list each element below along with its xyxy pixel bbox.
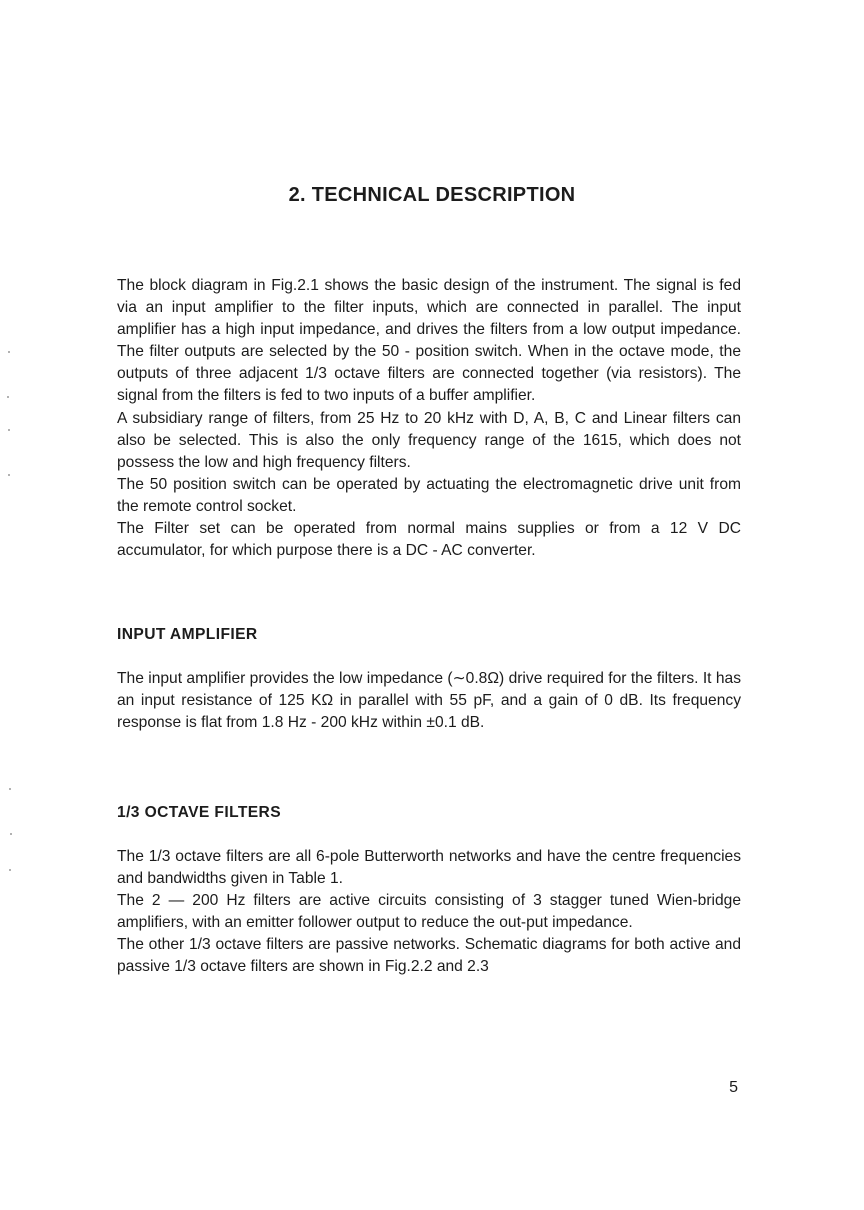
scan-speck bbox=[10, 833, 12, 835]
input-amplifier-paragraph: The input amplifier provides the low impedance (∼0.8Ω) drive required for the filters. It has an input resistance of 125 KΩ in parallel with 55 pF, and a gain of 0 dB. Its frequency response is flat from 1.8 Hz - 200 kHz within ±0.1 dB. bbox=[117, 670, 741, 732]
scan-speck bbox=[9, 788, 11, 790]
octave-filters-section bbox=[117, 846, 741, 979]
intro-paragraph: The 50 position switch can be operated by actuating the electromagnetic drive unit from the remote control socket. bbox=[117, 475, 741, 515]
scan-speck bbox=[7, 396, 9, 398]
intro-paragraph: A subsidiary range of filters, from 25 Hz to 20 kHz with D, A, B, C and Linear filters can also be selected. This is also the only frequency range of the 1615, which does not possess the low and high frequency filters. bbox=[117, 409, 741, 471]
intro-paragraph: The block diagram in Fig.2.1 shows the basic design of the instrument. The signal is fed via an input amplifier to the filter inputs, which are connected in parallel. The input amplifier has a high input impedance, and drives the filters from a low output impedance. The filter outputs are selected by the 50 - position switch. When in the octave mode, the outputs of three adjacent 1/3 octave filters are connected together (via resistors). The signal from the filters is fed to two inputs of a buffer amplifier. bbox=[117, 277, 741, 405]
page-number: 5 bbox=[729, 1079, 738, 1096]
intro-paragraph: The Filter set can be operated from normal mains supplies or from a 12 V DC accumulator, for which purpose there is a DC - AC converter. bbox=[117, 520, 741, 560]
scan-speck bbox=[8, 474, 10, 476]
octave-filters-paragraph: The 2 — 200 Hz filters are active circuits consisting of 3 stagger tuned Wien-bridge amplifiers, with an emitter follower output to reduce the out-put impedance. bbox=[117, 892, 741, 932]
intro-section bbox=[117, 275, 741, 562]
octave-filters-paragraph: The other 1/3 octave filters are passive networks. Schematic diagrams for both active and passive 1/3 octave filters are shown in Fig.2.2 and 2.3 bbox=[117, 936, 741, 976]
section-heading-input-amplifier: INPUT AMPLIFIER bbox=[117, 626, 258, 643]
scan-speck bbox=[8, 429, 10, 431]
page-title: 2. TECHNICAL DESCRIPTION bbox=[288, 184, 576, 206]
input-amplifier-section bbox=[117, 668, 741, 734]
octave-filters-paragraph: The 1/3 octave filters are all 6-pole Butterworth networks and have the centre frequencies and bandwidths given in Table 1. bbox=[117, 848, 741, 888]
scan-speck bbox=[8, 351, 10, 353]
section-heading-octave-filters: 1/3 OCTAVE FILTERS bbox=[117, 804, 282, 821]
scan-speck bbox=[9, 869, 11, 871]
